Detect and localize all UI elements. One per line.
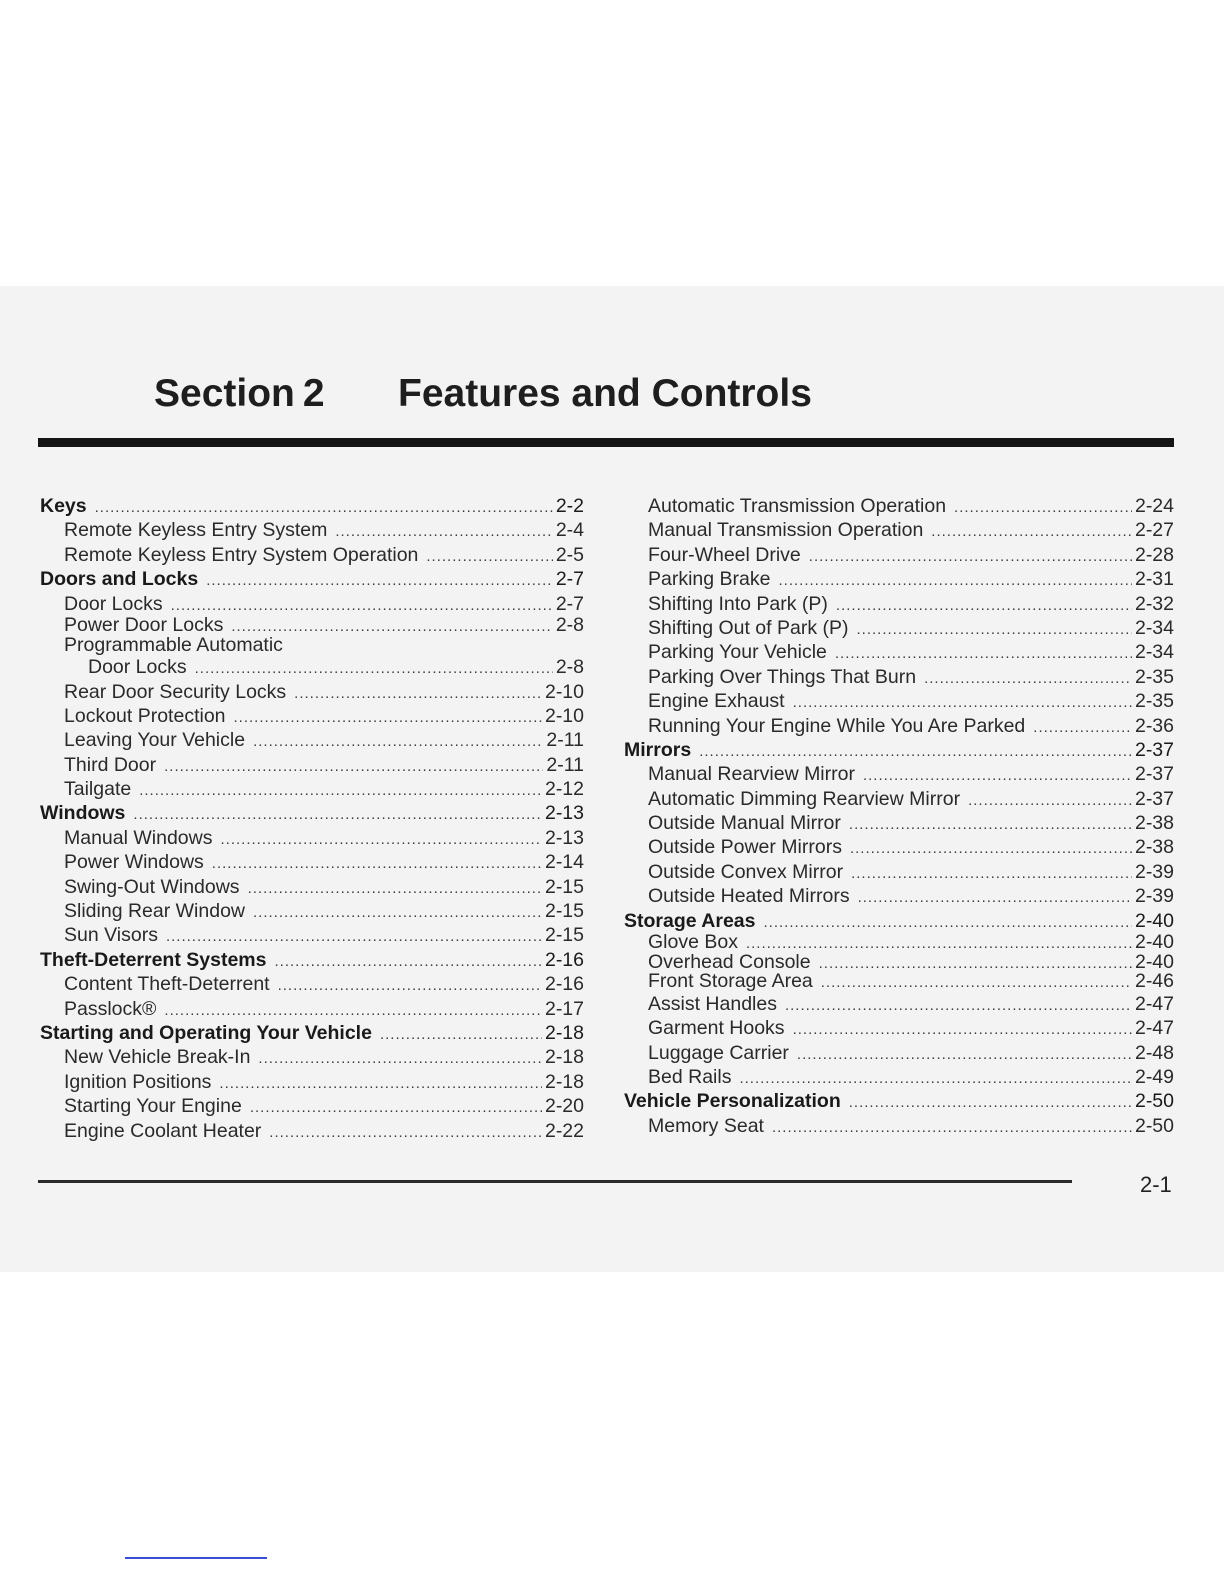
toc-entry-label: Content Theft-Deterrent: [64, 973, 270, 996]
toc-entry-page: 2-35: [1134, 665, 1174, 688]
dot-leader: [968, 789, 1132, 813]
toc-entry-page: 2-14: [544, 851, 584, 874]
dot-leader: [269, 1121, 542, 1145]
dot-leader: [954, 496, 1132, 520]
toc-entry[interactable]: [624, 992, 1174, 1016]
toc-entry[interactable]: [624, 494, 1174, 518]
toc-entry[interactable]: [624, 972, 1174, 992]
toc-entry-label: Lockout Protection: [64, 704, 226, 727]
toc-entry[interactable]: [624, 1016, 1174, 1040]
section-heading: [154, 372, 812, 416]
toc-section-entry[interactable]: [624, 738, 1174, 762]
toc-entry-page: 2-40: [1134, 950, 1174, 973]
toc-entry-page: 2-12: [544, 778, 584, 801]
toc-entry-continuation[interactable]: [40, 655, 584, 679]
toc-entry[interactable]: [624, 1041, 1174, 1065]
toc-entry[interactable]: [624, 689, 1174, 713]
dot-leader: [785, 994, 1132, 1018]
toc-right-column: [624, 494, 1174, 1138]
toc-entry-page: 2-8: [555, 613, 584, 636]
toc-entry-page: 2-15: [544, 900, 584, 923]
toc-entry-label: Swing-Out Windows: [64, 875, 240, 898]
toc-entry[interactable]: [624, 665, 1174, 689]
toc-entry-label: Remote Keyless Entry System Operation: [64, 543, 419, 566]
toc-entry-page: 2-35: [1134, 690, 1174, 713]
toc-entry-label: Starting Your Engine: [64, 1095, 242, 1118]
toc-entry[interactable]: [624, 714, 1174, 738]
toc-entry-label: Doors and Locks: [40, 568, 199, 591]
toc-entry-label: Assist Handles: [648, 992, 777, 1015]
dot-leader: [426, 545, 552, 569]
dot-leader: [924, 667, 1132, 691]
toc-entry-label: Shifting Into Park (P): [648, 592, 828, 615]
dot-leader: [278, 974, 542, 998]
dot-leader: [258, 1047, 542, 1071]
toc-entry-page: 2-47: [1134, 1017, 1174, 1040]
toc-entry[interactable]: [40, 1070, 584, 1094]
toc-entry[interactable]: [624, 762, 1174, 786]
toc-entry-label: Parking Brake: [648, 568, 771, 591]
dot-leader: [166, 925, 542, 949]
toc-entry-label: Outside Manual Mirror: [648, 812, 841, 835]
toc-entry[interactable]: [40, 1094, 584, 1118]
toc-entry-label: Running Your Engine While You Are Parked: [648, 714, 1026, 737]
toc-entry-page: 2-31: [1134, 568, 1174, 591]
toc-section-entry[interactable]: [40, 494, 584, 518]
toc-entry-page: 2-11: [546, 729, 584, 752]
toc-entry-label: Glove Box: [648, 931, 738, 954]
bottom-rule-divider: [38, 1180, 1072, 1183]
toc-entry[interactable]: [40, 850, 584, 874]
toc-entry-page: 2-37: [1134, 787, 1174, 810]
toc-entry-page: 2-38: [1134, 812, 1174, 835]
toc-entry-page: 2-8: [555, 656, 584, 679]
toc-entry[interactable]: [40, 543, 584, 567]
toc-entry-page: 2-37: [1134, 763, 1174, 786]
dot-leader: [294, 682, 542, 706]
dot-leader: [1033, 716, 1132, 740]
toc-entry-page: 2-40: [1134, 909, 1174, 932]
dot-leader: [821, 973, 1132, 993]
toc-entry[interactable]: [40, 1045, 584, 1069]
toc-entry-page: 2-15: [544, 924, 584, 947]
toc-section-entry[interactable]: [624, 909, 1174, 933]
dot-leader: [95, 496, 553, 520]
dot-leader: [206, 569, 553, 593]
toc-entry-label: Power Windows: [64, 851, 204, 874]
toc-entry-label: Shifting Out of Park (P): [648, 616, 849, 639]
toc-entry[interactable]: [624, 567, 1174, 591]
toc-entry[interactable]: [40, 633, 584, 656]
toc-entry-page: 2-10: [544, 680, 584, 703]
footer-link-underline[interactable]: [125, 1557, 267, 1559]
dot-leader: [335, 520, 552, 544]
dot-leader: [850, 837, 1132, 861]
toc-section-entry[interactable]: [40, 948, 584, 972]
toc-entry-label: Windows: [40, 802, 126, 825]
dot-leader: [764, 911, 1132, 935]
toc-entry[interactable]: [624, 1114, 1174, 1138]
dot-leader: [809, 545, 1132, 569]
toc-section-entry[interactable]: [624, 1089, 1174, 1113]
toc-entry-page: 2-22: [544, 1119, 584, 1142]
toc-entry[interactable]: [624, 543, 1174, 567]
toc-entry-label: Rear Door Security Locks: [64, 680, 287, 703]
toc-entry-label: Luggage Carrier: [648, 1041, 789, 1064]
toc-entry-label: Programmable Automatic: [64, 633, 283, 656]
toc-entry-label: Starting and Operating Your Vehicle: [40, 1022, 372, 1044]
toc-entry-label: Automatic Dimming Rearview Mirror: [648, 787, 961, 810]
toc-entry-page: 2-24: [1134, 495, 1174, 517]
dot-leader: [253, 730, 543, 754]
toc-entry-label: Theft-Deterrent Systems: [40, 948, 267, 971]
dot-leader: [212, 852, 542, 876]
toc-entry[interactable]: [40, 875, 584, 899]
toc-entry-label: Sliding Rear Window: [64, 900, 245, 923]
dot-leader: [219, 1072, 542, 1096]
dot-leader: [857, 618, 1132, 642]
toc-entry-page: 2-28: [1134, 543, 1174, 566]
dot-leader: [195, 657, 553, 681]
toc-entry[interactable]: [40, 680, 584, 704]
toc-entry-page: 2-5: [555, 543, 584, 566]
page-number: 2-1: [1140, 1172, 1172, 1197]
toc-entry[interactable]: [624, 592, 1174, 616]
toc-entry-label: Passlock®: [64, 997, 157, 1020]
toc-entry-page: 2-36: [1134, 714, 1174, 737]
toc-entry[interactable]: [624, 518, 1174, 542]
toc-entry-page: 2-34: [1134, 641, 1174, 664]
toc-entry-page: 2-27: [1134, 519, 1174, 542]
toc-entry-page: 2-16: [544, 973, 584, 996]
dot-leader: [819, 954, 1132, 974]
toc-entry-page: 2-13: [544, 826, 584, 849]
toc-entry-page: 2-7: [555, 568, 584, 591]
toc-entry-page: 2-16: [544, 948, 584, 971]
dot-leader: [836, 594, 1132, 618]
toc-entry-label: Power Door Locks: [64, 613, 224, 636]
toc-entry-page: 2-11: [546, 753, 584, 776]
toc-entry-label: Storage Areas: [624, 909, 756, 932]
toc-entry-label: Vehicle Personalization: [624, 1090, 841, 1113]
toc-entry-page: 2-17: [544, 997, 584, 1020]
toc-entry[interactable]: [40, 704, 584, 728]
toc-entry-page: 2-38: [1134, 836, 1174, 859]
toc-entry-label: Engine Coolant Heater: [64, 1119, 262, 1142]
section-number: 2: [302, 372, 325, 415]
toc-entry-label: Parking Over Things That Burn: [648, 665, 917, 688]
toc-entry-page: 2-50: [1134, 1090, 1174, 1113]
toc-entry-page: 2-2: [555, 495, 584, 517]
dot-leader: [380, 1023, 542, 1047]
toc-entry-label: Automatic Transmission Operation: [648, 495, 947, 517]
toc-entry[interactable]: [624, 616, 1174, 640]
toc-entry-page: 2-37: [1134, 738, 1174, 761]
dot-leader: [778, 569, 1131, 593]
toc-entry-label: Outside Power Mirrors: [648, 836, 842, 859]
toc-section-entry[interactable]: [40, 567, 584, 591]
toc-entry-label: Four-Wheel Drive: [648, 543, 801, 566]
toc-entry-page: 2-4: [555, 519, 584, 542]
section-label: Section: [154, 372, 295, 415]
toc-entry-page: 2-13: [544, 802, 584, 825]
toc-entry[interactable]: [40, 899, 584, 923]
dot-leader: [171, 594, 553, 618]
toc-entry-label: Manual Transmission Operation: [648, 519, 924, 542]
toc-entry[interactable]: [40, 518, 584, 542]
toc-entry-page: 2-34: [1134, 616, 1174, 639]
toc-entry-page: 2-47: [1134, 992, 1174, 1015]
dot-leader: [253, 901, 542, 925]
toc-entry-page: 2-15: [544, 875, 584, 898]
toc-entry-page: 2-18: [544, 1022, 584, 1044]
dot-leader: [250, 1096, 542, 1120]
toc-entry-label: Garment Hooks: [648, 1017, 785, 1040]
toc-entry[interactable]: [40, 997, 584, 1021]
toc-entry-page: 2-46: [1134, 970, 1174, 993]
toc-entry-label: Engine Exhaust: [648, 690, 785, 713]
toc-entry-label: Remote Keyless Entry System: [64, 519, 328, 542]
toc-entry-page: 2-49: [1134, 1065, 1174, 1088]
toc-entry-label: Memory Seat: [648, 1114, 764, 1137]
dot-leader: [772, 1116, 1132, 1140]
toc-entry[interactable]: [40, 923, 584, 947]
toc-entry-page: 2-18: [544, 1070, 584, 1093]
dot-leader: [863, 764, 1132, 788]
section-title: Features and Controls: [398, 372, 812, 415]
dot-leader: [739, 1067, 1132, 1091]
toc-entry-page: 2-20: [544, 1095, 584, 1118]
toc-entry-page: 2-40: [1134, 931, 1174, 954]
toc-entry-label: Door Locks: [88, 656, 187, 679]
toc-entry-label: Mirrors: [624, 738, 692, 761]
toc-entry-label: Tailgate: [64, 778, 132, 801]
toc-entry-label: Manual Windows: [64, 826, 213, 849]
toc-entry[interactable]: [40, 592, 584, 616]
toc-entry-label: Outside Convex Mirror: [648, 860, 844, 883]
toc-entry-label: Ignition Positions: [64, 1070, 212, 1093]
toc-entry[interactable]: [624, 1065, 1174, 1089]
toc-entry-label: Front Storage Area: [648, 970, 813, 993]
dot-leader: [699, 740, 1132, 764]
dot-leader: [931, 520, 1132, 544]
toc-entry-label: Overhead Console: [648, 950, 811, 973]
dot-leader: [248, 877, 542, 901]
dot-leader: [220, 828, 541, 852]
toc-entry[interactable]: [624, 835, 1174, 859]
toc-section-entry[interactable]: [40, 1021, 584, 1045]
toc-section-entry[interactable]: [40, 801, 584, 825]
dot-leader: [164, 999, 542, 1023]
toc-entry[interactable]: [624, 933, 1174, 953]
dot-leader: [234, 706, 542, 730]
toc-entry-label: Leaving Your Vehicle: [64, 729, 246, 752]
dot-leader: [849, 1091, 1132, 1115]
top-rule-divider: [38, 438, 1174, 447]
toc-entry-page: 2-48: [1134, 1041, 1174, 1064]
toc-entry[interactable]: [40, 728, 584, 752]
toc-entry[interactable]: [40, 826, 584, 850]
toc-entry-page: 2-18: [544, 1046, 584, 1069]
dot-leader: [793, 691, 1132, 715]
toc-entry[interactable]: [40, 1119, 584, 1143]
toc-entry[interactable]: [624, 811, 1174, 835]
toc-entry[interactable]: [40, 613, 584, 636]
toc-entry-label: Parking Your Vehicle: [648, 641, 827, 664]
dot-leader: [851, 862, 1132, 886]
toc-entry-label: Third Door: [64, 753, 157, 776]
dot-leader: [139, 779, 542, 803]
toc-entry-label: Door Locks: [64, 592, 163, 615]
toc-entry[interactable]: [624, 640, 1174, 664]
dot-leader: [164, 755, 543, 779]
dot-leader: [797, 1043, 1132, 1067]
toc-entry-label: Keys: [40, 495, 87, 517]
toc-entry-page: 2-7: [555, 592, 584, 615]
toc-entry[interactable]: [40, 777, 584, 801]
toc-entry-label: Sun Visors: [64, 924, 158, 947]
dot-leader: [133, 803, 542, 827]
toc-entry[interactable]: [40, 972, 584, 996]
toc-entry-label: Outside Heated Mirrors: [648, 885, 850, 908]
toc-entry-label: Manual Rearview Mirror: [648, 763, 855, 786]
dot-leader: [858, 886, 1132, 910]
dot-leader: [793, 1018, 1132, 1042]
dot-leader: [274, 950, 541, 974]
toc-entry[interactable]: [624, 884, 1174, 908]
toc-entry[interactable]: [624, 787, 1174, 811]
toc-entry-label: New Vehicle Break-In: [64, 1046, 251, 1069]
dot-leader: [849, 813, 1132, 837]
toc-entry-page: 2-39: [1134, 885, 1174, 908]
toc-entry-page: 2-10: [544, 704, 584, 727]
toc-left-column: [40, 494, 584, 1143]
toc-entry[interactable]: [40, 753, 584, 777]
toc-entry[interactable]: [624, 860, 1174, 884]
toc-entry-label: Bed Rails: [648, 1065, 732, 1088]
dot-leader: [835, 642, 1132, 666]
toc-entry-page: 2-50: [1134, 1114, 1174, 1137]
toc-entry-page: 2-39: [1134, 860, 1174, 883]
toc-entry-page: 2-32: [1134, 592, 1174, 615]
